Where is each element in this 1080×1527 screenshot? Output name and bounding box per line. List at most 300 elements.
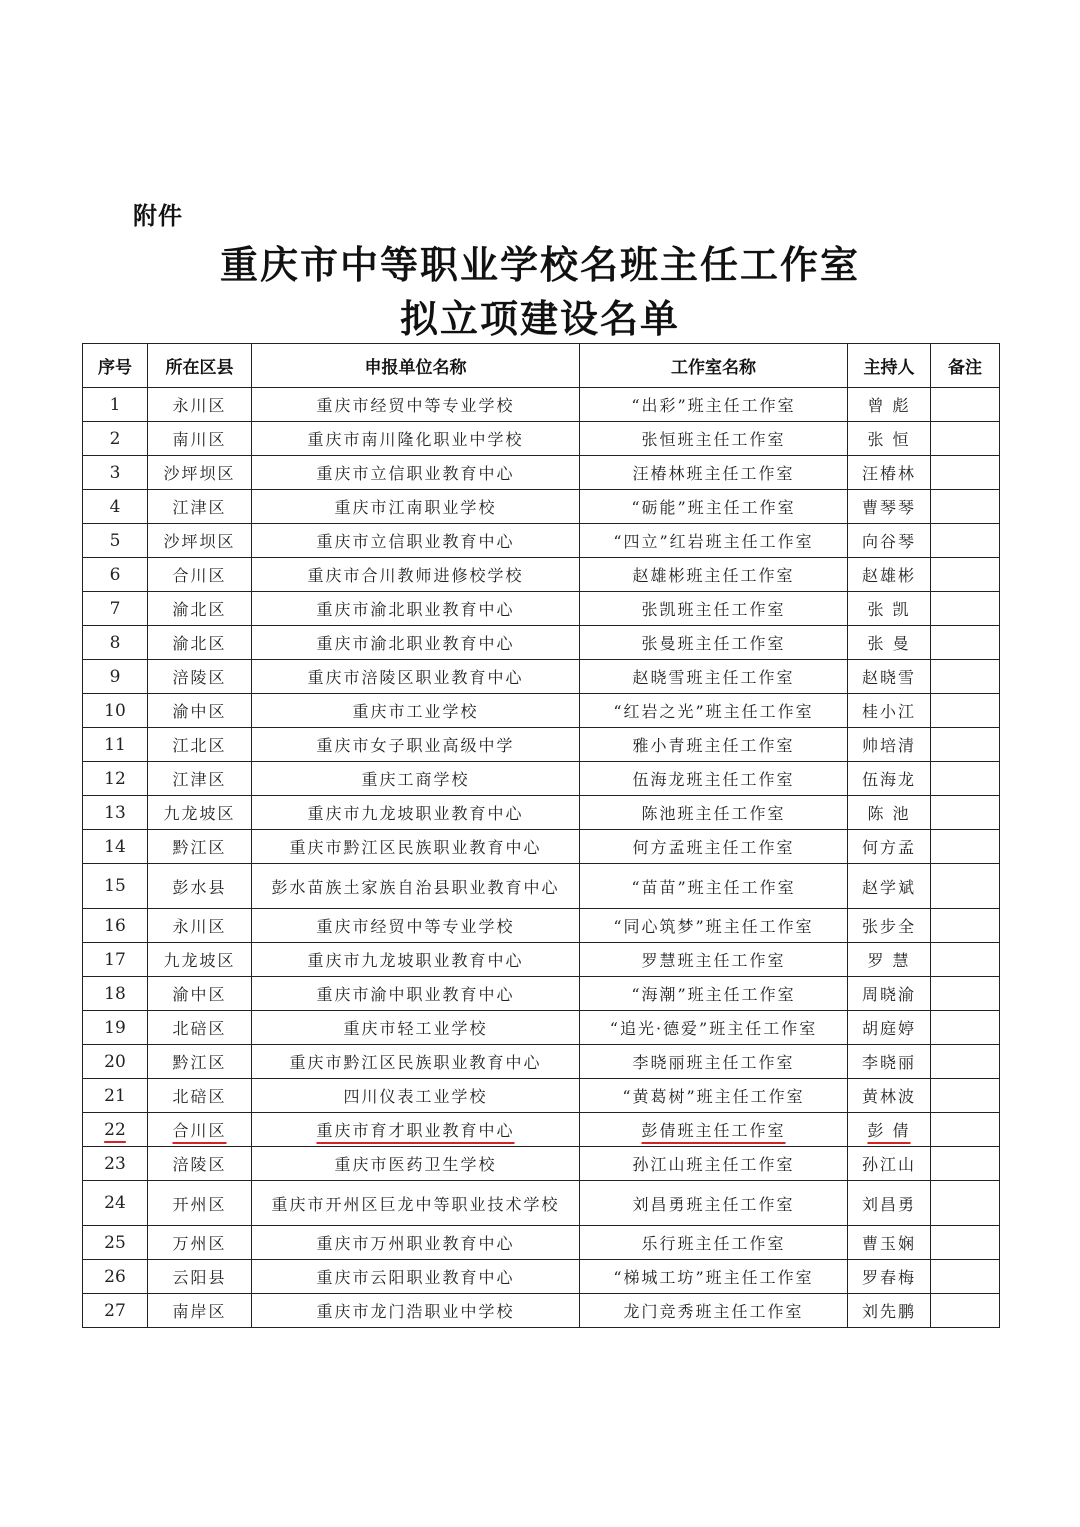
cell-studio-text: 龙门竞秀班主任工作室 bbox=[623, 1302, 804, 1321]
table-body bbox=[83, 388, 1000, 1328]
cell-unit-text: 重庆市黔江区民族职业教育中心 bbox=[289, 1053, 542, 1072]
cell-host bbox=[848, 1045, 931, 1079]
cell-district-text: 渝北区 bbox=[172, 634, 227, 653]
cell-unit bbox=[252, 1294, 580, 1328]
cell-unit-text: 重庆工商学校 bbox=[361, 770, 470, 789]
cell-host bbox=[848, 388, 931, 422]
cell-remark bbox=[931, 660, 1000, 694]
cell-seq-text: 4 bbox=[109, 496, 121, 517]
cell-unit-text: 重庆市九龙坡职业教育中心 bbox=[307, 804, 524, 823]
cell-district bbox=[148, 592, 252, 626]
cell-seq bbox=[83, 388, 148, 422]
cell-studio bbox=[580, 864, 848, 909]
cell-district bbox=[148, 1147, 252, 1181]
cell-seq bbox=[83, 626, 148, 660]
cell-district-text: 万州区 bbox=[172, 1234, 227, 1253]
cell-host bbox=[848, 943, 931, 977]
cell-host bbox=[848, 524, 931, 558]
cell-host bbox=[848, 1011, 931, 1045]
cell-district bbox=[148, 558, 252, 592]
table-header-row bbox=[83, 344, 1000, 388]
table-row bbox=[83, 1079, 1000, 1113]
cell-district bbox=[148, 1226, 252, 1260]
cell-studio bbox=[580, 977, 848, 1011]
cell-seq-text: 24 bbox=[104, 1193, 126, 1213]
cell-unit bbox=[252, 1181, 580, 1226]
cell-unit-text: 重庆市育才职业教育中心 bbox=[316, 1121, 515, 1140]
cell-unit-text: 四川仪表工业学校 bbox=[343, 1087, 488, 1106]
cell-district bbox=[148, 388, 252, 422]
cell-host bbox=[848, 762, 931, 796]
cell-district bbox=[148, 1045, 252, 1079]
cell-studio-text: 张恒班主任工作室 bbox=[641, 430, 786, 449]
cell-district-text: 涪陵区 bbox=[172, 668, 227, 687]
cell-studio bbox=[580, 1181, 848, 1226]
cell-host-text: 罗春梅 bbox=[861, 1268, 916, 1287]
cell-remark bbox=[931, 626, 1000, 660]
table-row bbox=[83, 422, 1000, 456]
cell-host-text: 向谷琴 bbox=[861, 532, 916, 551]
cell-unit bbox=[252, 1260, 580, 1294]
cell-district-text: 黔江区 bbox=[172, 1053, 227, 1072]
table-row bbox=[83, 1011, 1000, 1045]
cell-remark bbox=[931, 1045, 1000, 1079]
cell-remark bbox=[931, 1181, 1000, 1226]
cell-studio bbox=[580, 762, 848, 796]
cell-remark bbox=[931, 1294, 1000, 1328]
cell-seq bbox=[83, 796, 148, 830]
cell-host-text: 赵学斌 bbox=[861, 877, 916, 897]
cell-studio-text: “四立”红岩班主任工作室 bbox=[613, 532, 814, 551]
cell-studio bbox=[580, 592, 848, 626]
cell-district bbox=[148, 490, 252, 524]
cell-studio-text: 乐行班主任工作室 bbox=[641, 1234, 786, 1253]
cell-remark bbox=[931, 490, 1000, 524]
cell-seq bbox=[83, 524, 148, 558]
cell-district-text: 永川区 bbox=[172, 396, 227, 415]
cell-seq-text: 3 bbox=[109, 462, 121, 483]
cell-unit bbox=[252, 762, 580, 796]
cell-host-text: 张步全 bbox=[861, 917, 916, 936]
table-row bbox=[83, 1260, 1000, 1294]
cell-studio-text: “同心筑梦”班主任工作室 bbox=[613, 917, 814, 936]
cell-unit bbox=[252, 909, 580, 943]
cell-seq-text: 11 bbox=[104, 734, 126, 755]
cell-remark bbox=[931, 1147, 1000, 1181]
cell-unit bbox=[252, 830, 580, 864]
cell-unit bbox=[252, 1113, 580, 1147]
cell-seq-text: 18 bbox=[104, 983, 126, 1004]
cell-seq bbox=[83, 558, 148, 592]
cell-unit-text: 重庆市立信职业教育中心 bbox=[316, 464, 515, 483]
cell-unit-text: 重庆市黔江区民族职业教育中心 bbox=[289, 838, 542, 857]
cell-district bbox=[148, 456, 252, 490]
cell-unit bbox=[252, 660, 580, 694]
cell-host-text: 周晓渝 bbox=[861, 985, 916, 1004]
cell-remark bbox=[931, 943, 1000, 977]
table-row bbox=[83, 592, 1000, 626]
cell-district-text: 黔江区 bbox=[172, 838, 227, 857]
cell-studio bbox=[580, 1147, 848, 1181]
cell-unit-text: 重庆市龙门浩职业中学校 bbox=[316, 1302, 515, 1321]
table-row bbox=[83, 796, 1000, 830]
document-title bbox=[0, 238, 1080, 346]
cell-remark bbox=[931, 728, 1000, 762]
cell-seq bbox=[83, 1045, 148, 1079]
cell-host-text: 桂小江 bbox=[861, 702, 916, 721]
cell-host bbox=[848, 796, 931, 830]
table-row bbox=[83, 626, 1000, 660]
cell-studio-text: 彭倩班主任工作室 bbox=[641, 1121, 786, 1140]
cell-unit bbox=[252, 694, 580, 728]
cell-host-text: 陈 池 bbox=[867, 804, 911, 823]
cell-remark bbox=[931, 422, 1000, 456]
cell-unit bbox=[252, 1226, 580, 1260]
cell-studio-text: “出彩”班主任工作室 bbox=[631, 396, 796, 415]
cell-unit bbox=[252, 592, 580, 626]
cell-host-text: 黄林波 bbox=[861, 1087, 916, 1106]
cell-district bbox=[148, 422, 252, 456]
table-row bbox=[83, 909, 1000, 943]
cell-studio bbox=[580, 943, 848, 977]
cell-seq bbox=[83, 830, 148, 864]
cell-unit-text: 重庆市工业学校 bbox=[352, 702, 479, 721]
cell-studio bbox=[580, 1113, 848, 1147]
cell-remark bbox=[931, 694, 1000, 728]
cell-unit-text: 重庆市女子职业高级中学 bbox=[316, 736, 515, 755]
cell-district bbox=[148, 694, 252, 728]
cell-district-text: 沙坪坝区 bbox=[163, 464, 236, 483]
cell-host bbox=[848, 1294, 931, 1328]
cell-unit-text: 重庆市南川隆化职业中学校 bbox=[307, 430, 524, 449]
cell-district bbox=[148, 864, 252, 909]
cell-host-text: 孙江山 bbox=[861, 1155, 916, 1174]
cell-unit bbox=[252, 490, 580, 524]
cell-studio-text: 刘昌勇班主任工作室 bbox=[632, 1194, 795, 1214]
cell-studio-text: “砺能”班主任工作室 bbox=[631, 498, 796, 517]
cell-seq-text: 9 bbox=[109, 666, 121, 687]
table-row bbox=[83, 1226, 1000, 1260]
project-list-table-wrap bbox=[82, 343, 999, 1328]
cell-seq bbox=[83, 1113, 148, 1147]
cell-host-text: 伍海龙 bbox=[861, 770, 916, 789]
cell-unit-text: 重庆市经贸中等专业学校 bbox=[316, 396, 515, 415]
cell-district bbox=[148, 1011, 252, 1045]
cell-district-text: 九龙坡区 bbox=[163, 951, 236, 970]
cell-seq bbox=[83, 1079, 148, 1113]
cell-district bbox=[148, 909, 252, 943]
cell-unit-text: 重庆市合川教师进修校学校 bbox=[307, 566, 524, 585]
cell-studio bbox=[580, 1294, 848, 1328]
cell-studio bbox=[580, 796, 848, 830]
table-row bbox=[83, 1294, 1000, 1328]
cell-district bbox=[148, 796, 252, 830]
cell-host-text: 李晓丽 bbox=[861, 1053, 916, 1072]
cell-remark bbox=[931, 558, 1000, 592]
cell-remark bbox=[931, 1011, 1000, 1045]
cell-remark bbox=[931, 977, 1000, 1011]
cell-remark bbox=[931, 592, 1000, 626]
cell-seq bbox=[83, 909, 148, 943]
cell-host-text: 帅培清 bbox=[861, 736, 916, 755]
cell-studio bbox=[580, 1045, 848, 1079]
attachment-label: 附件 bbox=[133, 202, 183, 230]
cell-host bbox=[848, 1226, 931, 1260]
cell-host bbox=[848, 1260, 931, 1294]
cell-unit-text: 重庆市渝中职业教育中心 bbox=[316, 985, 515, 1004]
cell-seq bbox=[83, 762, 148, 796]
cell-district-text: 北碚区 bbox=[172, 1019, 227, 1038]
cell-district-text: 彭水县 bbox=[172, 877, 227, 897]
cell-district bbox=[148, 1260, 252, 1294]
table-row bbox=[83, 1147, 1000, 1181]
cell-seq bbox=[83, 864, 148, 909]
cell-remark bbox=[931, 388, 1000, 422]
cell-district bbox=[148, 626, 252, 660]
cell-district-text: 渝中区 bbox=[172, 702, 227, 721]
cell-district bbox=[148, 660, 252, 694]
table-row bbox=[83, 943, 1000, 977]
cell-seq bbox=[83, 592, 148, 626]
cell-studio-text: 张凯班主任工作室 bbox=[641, 600, 786, 619]
cell-studio bbox=[580, 1260, 848, 1294]
cell-seq-text: 27 bbox=[104, 1300, 126, 1321]
cell-host bbox=[848, 1181, 931, 1226]
cell-studio bbox=[580, 728, 848, 762]
cell-seq bbox=[83, 422, 148, 456]
cell-seq-text: 6 bbox=[109, 564, 121, 585]
cell-host-text: 刘先鹏 bbox=[861, 1302, 916, 1321]
cell-studio-text: 陈池班主任工作室 bbox=[641, 804, 786, 823]
header-host: 主持人 bbox=[848, 344, 931, 388]
cell-studio-text: 伍海龙班主任工作室 bbox=[632, 770, 795, 789]
cell-district bbox=[148, 524, 252, 558]
cell-district bbox=[148, 1113, 252, 1147]
cell-seq-text: 19 bbox=[104, 1017, 126, 1038]
cell-district-text: 江津区 bbox=[172, 498, 227, 517]
cell-seq-text: 15 bbox=[104, 876, 126, 896]
cell-remark bbox=[931, 909, 1000, 943]
cell-host-text: 张 曼 bbox=[867, 634, 911, 653]
cell-host bbox=[848, 1147, 931, 1181]
cell-district bbox=[148, 1294, 252, 1328]
cell-studio-text: “红岩之光”班主任工作室 bbox=[613, 702, 814, 721]
cell-seq-text: 1 bbox=[109, 394, 121, 415]
cell-seq bbox=[83, 1147, 148, 1181]
table-row bbox=[83, 456, 1000, 490]
cell-district bbox=[148, 830, 252, 864]
cell-remark bbox=[931, 456, 1000, 490]
cell-unit bbox=[252, 977, 580, 1011]
cell-studio-text: 赵雄彬班主任工作室 bbox=[632, 566, 795, 585]
cell-seq-text: 10 bbox=[104, 700, 126, 721]
cell-district-text: 沙坪坝区 bbox=[163, 532, 236, 551]
cell-host-text: 汪椿林 bbox=[861, 464, 916, 483]
cell-seq-text: 13 bbox=[104, 802, 126, 823]
cell-host bbox=[848, 1113, 931, 1147]
cell-unit bbox=[252, 728, 580, 762]
cell-unit-text: 重庆市云阳职业教育中心 bbox=[316, 1268, 515, 1287]
cell-host-text: 曹琴琴 bbox=[861, 498, 916, 517]
cell-studio-text: 孙江山班主任工作室 bbox=[632, 1155, 795, 1174]
cell-district-text: 永川区 bbox=[172, 917, 227, 936]
table-row bbox=[83, 830, 1000, 864]
cell-studio bbox=[580, 524, 848, 558]
table-row bbox=[83, 762, 1000, 796]
table-row bbox=[83, 864, 1000, 909]
cell-host bbox=[848, 422, 931, 456]
cell-district-text: 合川区 bbox=[172, 566, 227, 585]
cell-host-text: 张 凯 bbox=[867, 600, 911, 619]
cell-unit-text: 重庆市渝北职业教育中心 bbox=[316, 600, 515, 619]
cell-unit-text: 重庆市医药卫生学校 bbox=[334, 1155, 497, 1174]
cell-seq bbox=[83, 1181, 148, 1226]
cell-studio bbox=[580, 558, 848, 592]
cell-unit-text: 重庆市涪陵区职业教育中心 bbox=[307, 668, 524, 687]
cell-district bbox=[148, 943, 252, 977]
cell-district-text: 开州区 bbox=[172, 1194, 227, 1214]
cell-seq bbox=[83, 490, 148, 524]
cell-district-text: 渝中区 bbox=[172, 985, 227, 1004]
cell-unit bbox=[252, 388, 580, 422]
title-line-1: 重庆市中等职业学校名班主任工作室 bbox=[219, 242, 860, 287]
cell-seq-text: 7 bbox=[109, 598, 121, 619]
cell-host-text: 罗 慧 bbox=[867, 951, 911, 970]
cell-host bbox=[848, 694, 931, 728]
table-row bbox=[83, 660, 1000, 694]
cell-unit bbox=[252, 524, 580, 558]
cell-studio bbox=[580, 490, 848, 524]
cell-studio-text: 张曼班主任工作室 bbox=[641, 634, 786, 653]
cell-studio-text: “追光·德爱”班主任工作室 bbox=[609, 1019, 818, 1038]
cell-district-text: 合川区 bbox=[172, 1121, 227, 1140]
cell-seq-text: 25 bbox=[104, 1232, 126, 1253]
cell-host bbox=[848, 977, 931, 1011]
cell-unit bbox=[252, 558, 580, 592]
cell-studio-text: 赵晓雪班主任工作室 bbox=[632, 668, 795, 687]
cell-host bbox=[848, 728, 931, 762]
cell-unit-text: 彭水苗族土家族自治县职业教育中心 bbox=[271, 877, 560, 897]
cell-studio-text: 罗慧班主任工作室 bbox=[641, 951, 786, 970]
cell-seq bbox=[83, 694, 148, 728]
cell-unit-text: 重庆市渝北职业教育中心 bbox=[316, 634, 515, 653]
cell-host bbox=[848, 909, 931, 943]
table-row bbox=[83, 1181, 1000, 1226]
cell-district bbox=[148, 728, 252, 762]
cell-unit-text: 重庆市江南职业学校 bbox=[334, 498, 497, 517]
cell-remark bbox=[931, 1260, 1000, 1294]
cell-studio bbox=[580, 830, 848, 864]
cell-remark bbox=[931, 830, 1000, 864]
cell-seq-text: 12 bbox=[104, 768, 126, 789]
table-row bbox=[83, 558, 1000, 592]
cell-seq-text: 8 bbox=[109, 632, 121, 653]
cell-seq bbox=[83, 1294, 148, 1328]
cell-remark bbox=[931, 524, 1000, 558]
table-row bbox=[83, 490, 1000, 524]
cell-studio-text: “苗苗”班主任工作室 bbox=[631, 877, 796, 897]
cell-remark bbox=[931, 1079, 1000, 1113]
cell-unit bbox=[252, 1147, 580, 1181]
table-row bbox=[83, 1045, 1000, 1079]
cell-studio bbox=[580, 694, 848, 728]
cell-remark bbox=[931, 864, 1000, 909]
cell-district bbox=[148, 762, 252, 796]
cell-studio bbox=[580, 388, 848, 422]
cell-studio-text: “梯城工坊”班主任工作室 bbox=[613, 1268, 814, 1287]
cell-seq-text: 21 bbox=[104, 1085, 126, 1106]
cell-seq bbox=[83, 1011, 148, 1045]
cell-studio-text: 何方孟班主任工作室 bbox=[632, 838, 795, 857]
cell-studio bbox=[580, 626, 848, 660]
cell-district-text: 云阳县 bbox=[172, 1268, 227, 1287]
cell-seq bbox=[83, 1226, 148, 1260]
cell-seq-text: 22 bbox=[104, 1119, 126, 1140]
cell-unit bbox=[252, 456, 580, 490]
cell-host bbox=[848, 456, 931, 490]
table-row bbox=[83, 1113, 1000, 1147]
cell-district-text: 涪陵区 bbox=[172, 1155, 227, 1174]
cell-unit-text: 重庆市立信职业教育中心 bbox=[316, 532, 515, 551]
cell-host bbox=[848, 864, 931, 909]
cell-host-text: 彭 倩 bbox=[867, 1121, 911, 1140]
table-row bbox=[83, 694, 1000, 728]
table-row bbox=[83, 728, 1000, 762]
cell-unit bbox=[252, 796, 580, 830]
cell-unit bbox=[252, 943, 580, 977]
cell-district-text: 渝北区 bbox=[172, 600, 227, 619]
cell-seq-text: 16 bbox=[104, 915, 126, 936]
header-remark: 备注 bbox=[931, 344, 1000, 388]
cell-host bbox=[848, 592, 931, 626]
cell-seq-text: 20 bbox=[104, 1051, 126, 1072]
cell-seq-text: 5 bbox=[109, 530, 121, 551]
cell-host bbox=[848, 558, 931, 592]
header-district: 所在区县 bbox=[148, 344, 252, 388]
cell-host bbox=[848, 626, 931, 660]
cell-studio bbox=[580, 422, 848, 456]
cell-studio-text: 雅小青班主任工作室 bbox=[632, 736, 795, 755]
cell-host-text: 胡庭婷 bbox=[861, 1019, 916, 1038]
cell-district bbox=[148, 977, 252, 1011]
cell-seq bbox=[83, 943, 148, 977]
cell-studio-text: 汪椿林班主任工作室 bbox=[632, 464, 795, 483]
table-row bbox=[83, 977, 1000, 1011]
cell-remark bbox=[931, 1226, 1000, 1260]
cell-seq-text: 26 bbox=[104, 1266, 126, 1287]
cell-unit-text: 重庆市经贸中等专业学校 bbox=[316, 917, 515, 936]
cell-studio bbox=[580, 660, 848, 694]
cell-host-text: 张 恒 bbox=[867, 430, 911, 449]
cell-host-text: 曾 彪 bbox=[867, 396, 911, 415]
cell-host bbox=[848, 1079, 931, 1113]
cell-studio bbox=[580, 456, 848, 490]
cell-seq bbox=[83, 728, 148, 762]
cell-district-text: 江津区 bbox=[172, 770, 227, 789]
cell-studio bbox=[580, 909, 848, 943]
cell-remark bbox=[931, 762, 1000, 796]
cell-district bbox=[148, 1079, 252, 1113]
cell-district-text: 南川区 bbox=[172, 430, 227, 449]
cell-seq bbox=[83, 660, 148, 694]
header-seq: 序号 bbox=[83, 344, 148, 388]
cell-host-text: 刘昌勇 bbox=[861, 1194, 916, 1214]
cell-district-text: 南岸区 bbox=[172, 1302, 227, 1321]
cell-unit-text: 重庆市九龙坡职业教育中心 bbox=[307, 951, 524, 970]
cell-district-text: 九龙坡区 bbox=[163, 804, 236, 823]
cell-host-text: 赵雄彬 bbox=[861, 566, 916, 585]
cell-studio bbox=[580, 1226, 848, 1260]
